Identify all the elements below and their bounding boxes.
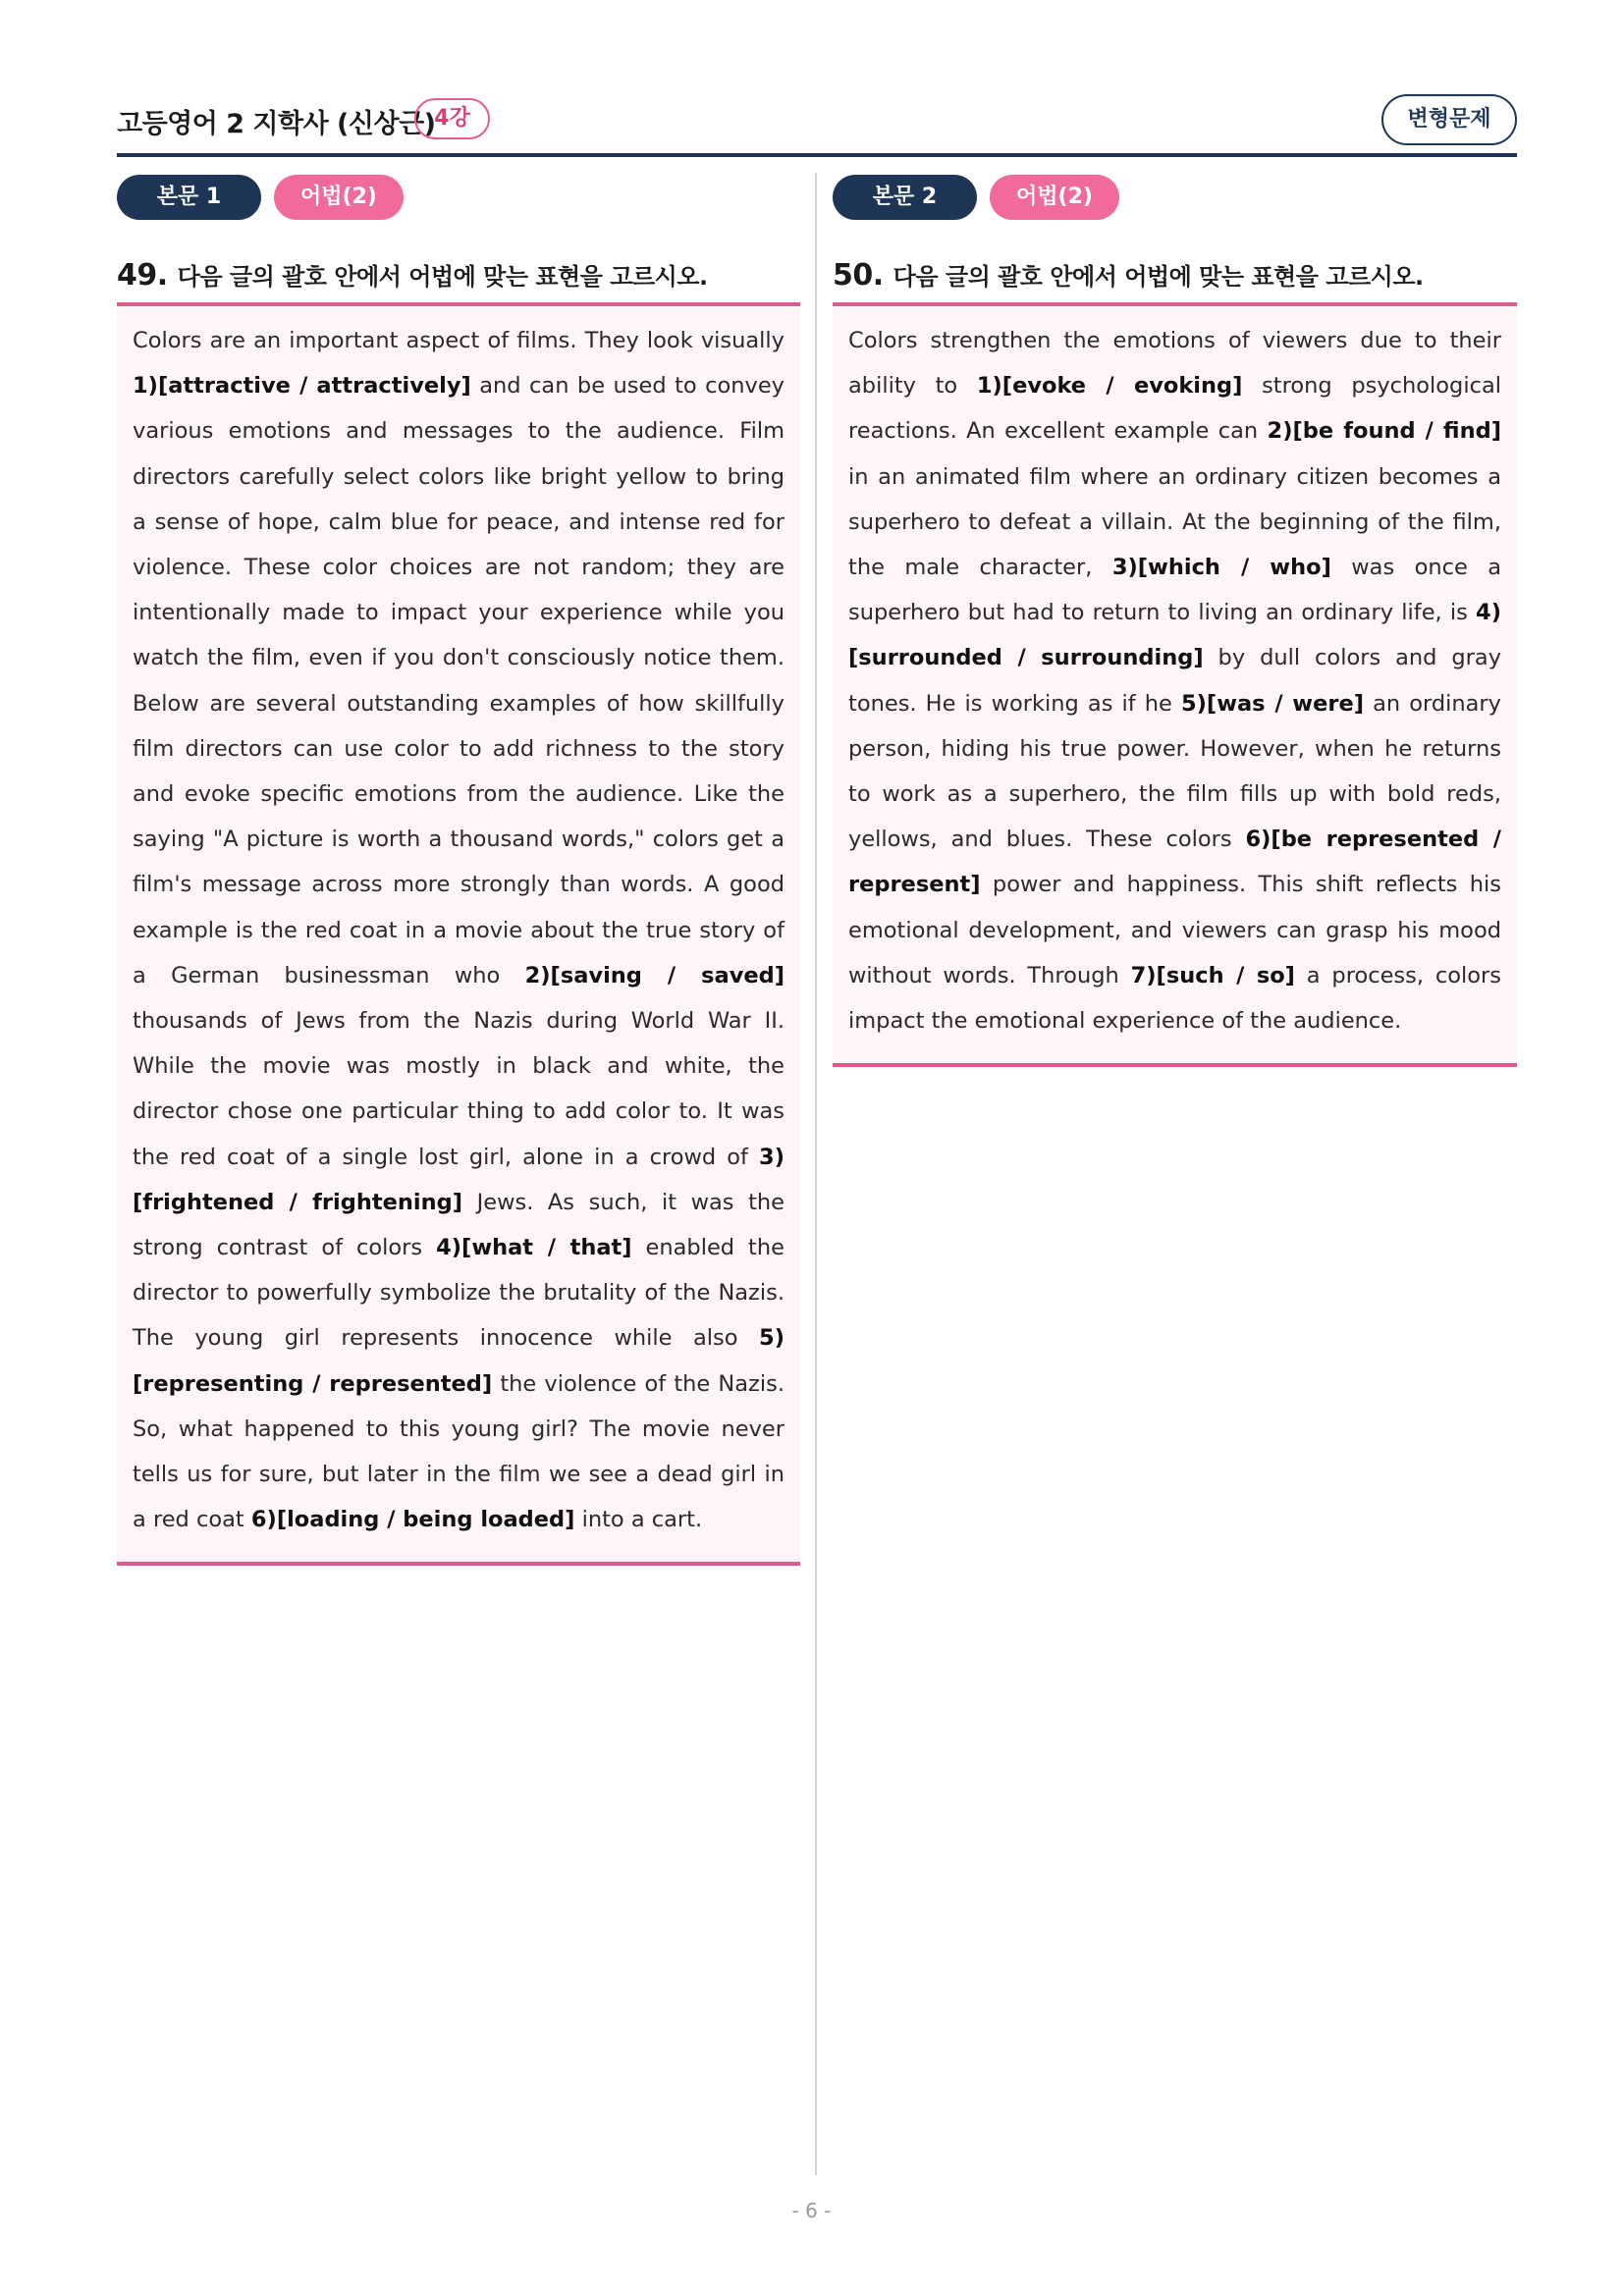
right-question-text: 다음 글의 괄호 안에서 어법에 맞는 표현을 고르시오.	[893, 263, 1424, 291]
right-column	[833, 173, 1517, 1067]
answer-choice: 4)[what / that]	[436, 1235, 632, 1261]
column-divider	[815, 173, 817, 2175]
answer-choice: 5)[was / were]	[1180, 690, 1364, 717]
passage-text: and can be used to convey various emotions and messages to the audience. Film directors carefully select colors like bright yellow to bring a sense of hope, calm blue for peace, and intense red for violence. These color choices are not random; they are intentionally made to impact your experience while you watch the film, even if you don't consciously notice them. Below are several outstanding examples of how skillfully film directors can use color to add richness to the story and evoke specific emotions from the audience. Like the saying "A picture is worth a thousand words," colors get a film's message across more strongly than words. A good example is the red coat in a movie about the true story of a German businessman who	[133, 373, 784, 988]
right-tags	[833, 173, 1517, 222]
passage-text: an ordinary person, hiding his true power. However, when he returns to work as a superhero, the film fills up with bold reds, yellows, and blues. These colors	[848, 690, 1501, 853]
answer-choice: 5)[representing / represented]	[133, 1325, 784, 1397]
answer-choice: 1)[evoke / evoking]	[976, 373, 1243, 400]
answer-choice: 7)[such / so]	[1130, 962, 1295, 988]
page-header	[117, 94, 1517, 157]
left-passage-tag: 본문 1	[117, 175, 261, 220]
page-number: - 6 -	[791, 2199, 832, 2222]
passage-text: power and happiness. This shift reflects his emotional development, and viewers can grasp his mood without words. Through	[848, 872, 1501, 988]
answer-choice: 3)[frightened / frightening]	[133, 1144, 784, 1215]
passage-text: Jews. As such, it was the strong contrast of colors	[133, 1189, 784, 1261]
type-badge: 변형문제	[1381, 94, 1517, 145]
passage-text: Colors strengthen the emotions of viewers due to their ability to	[848, 328, 1501, 400]
passage-text: strong psychological reactions. An excellent example can	[848, 373, 1502, 445]
lesson-badge: 4강	[414, 98, 490, 139]
right-type-tag: 어법(2)	[990, 175, 1119, 220]
left-passage	[117, 306, 800, 1566]
left-question-heading	[117, 257, 800, 306]
passage-text: the violence of the Nazis. So, what happened to this young girl? The movie never tells us for sure, but later in the film we see a dead girl in a red coat	[133, 1370, 784, 1533]
passage-text: by dull colors and gray tones. He is working as if he	[848, 645, 1502, 717]
right-question-heading	[833, 257, 1517, 306]
answer-choice: 6)[loading / being loaded]	[250, 1507, 575, 1533]
left-tags	[117, 173, 800, 222]
answer-choice: 1)[attractive / attractively]	[133, 373, 471, 400]
passage-text: in an animated film where an ordinary citizen becomes a superhero to defeat a villain. At the beginning of the film, the male character,	[848, 463, 1501, 581]
header-title: 고등영어 2 지학사 (신상근)	[117, 109, 436, 139]
left-column	[117, 173, 800, 1566]
passage-text: thousands of Jews from the Nazis during World War II. While the movie was mostly in black and white, the director chose one particular thing to add color to. It was the red coat of a single lost girl, alone in a crowd of	[133, 1008, 784, 1170]
passage-text: was once a superhero but had to return to living an ordinary life, is	[848, 555, 1501, 626]
left-type-tag: 어법(2)	[274, 175, 404, 220]
left-question-text: 다음 글의 괄호 안에서 어법에 맞는 표현을 고르시오.	[177, 263, 708, 291]
right-passage	[833, 306, 1517, 1067]
passage-text: enabled the director to powerfully symbolize the brutality of the Nazis. The young girl represents innocence while also	[133, 1235, 784, 1352]
left-question-number: 49.	[117, 258, 168, 293]
answer-choice: 3)[which / who]	[1111, 555, 1331, 581]
answer-choice: 2)[be found / find]	[1267, 418, 1501, 445]
passage-text: into a cart.	[574, 1507, 703, 1533]
right-question-number: 50.	[833, 258, 884, 293]
right-passage-tag: 본문 2	[833, 175, 977, 220]
passage-text: a process, colors impact the emotional experience of the audience.	[848, 962, 1501, 1035]
passage-text: Colors are an important aspect of films. They look visually	[133, 328, 784, 353]
answer-choice: 6)[be represented / represent]	[848, 827, 1501, 898]
answer-choice: 2)[saving / saved]	[524, 962, 785, 988]
answer-choice: 4)[surrounded / surrounding]	[848, 600, 1501, 671]
